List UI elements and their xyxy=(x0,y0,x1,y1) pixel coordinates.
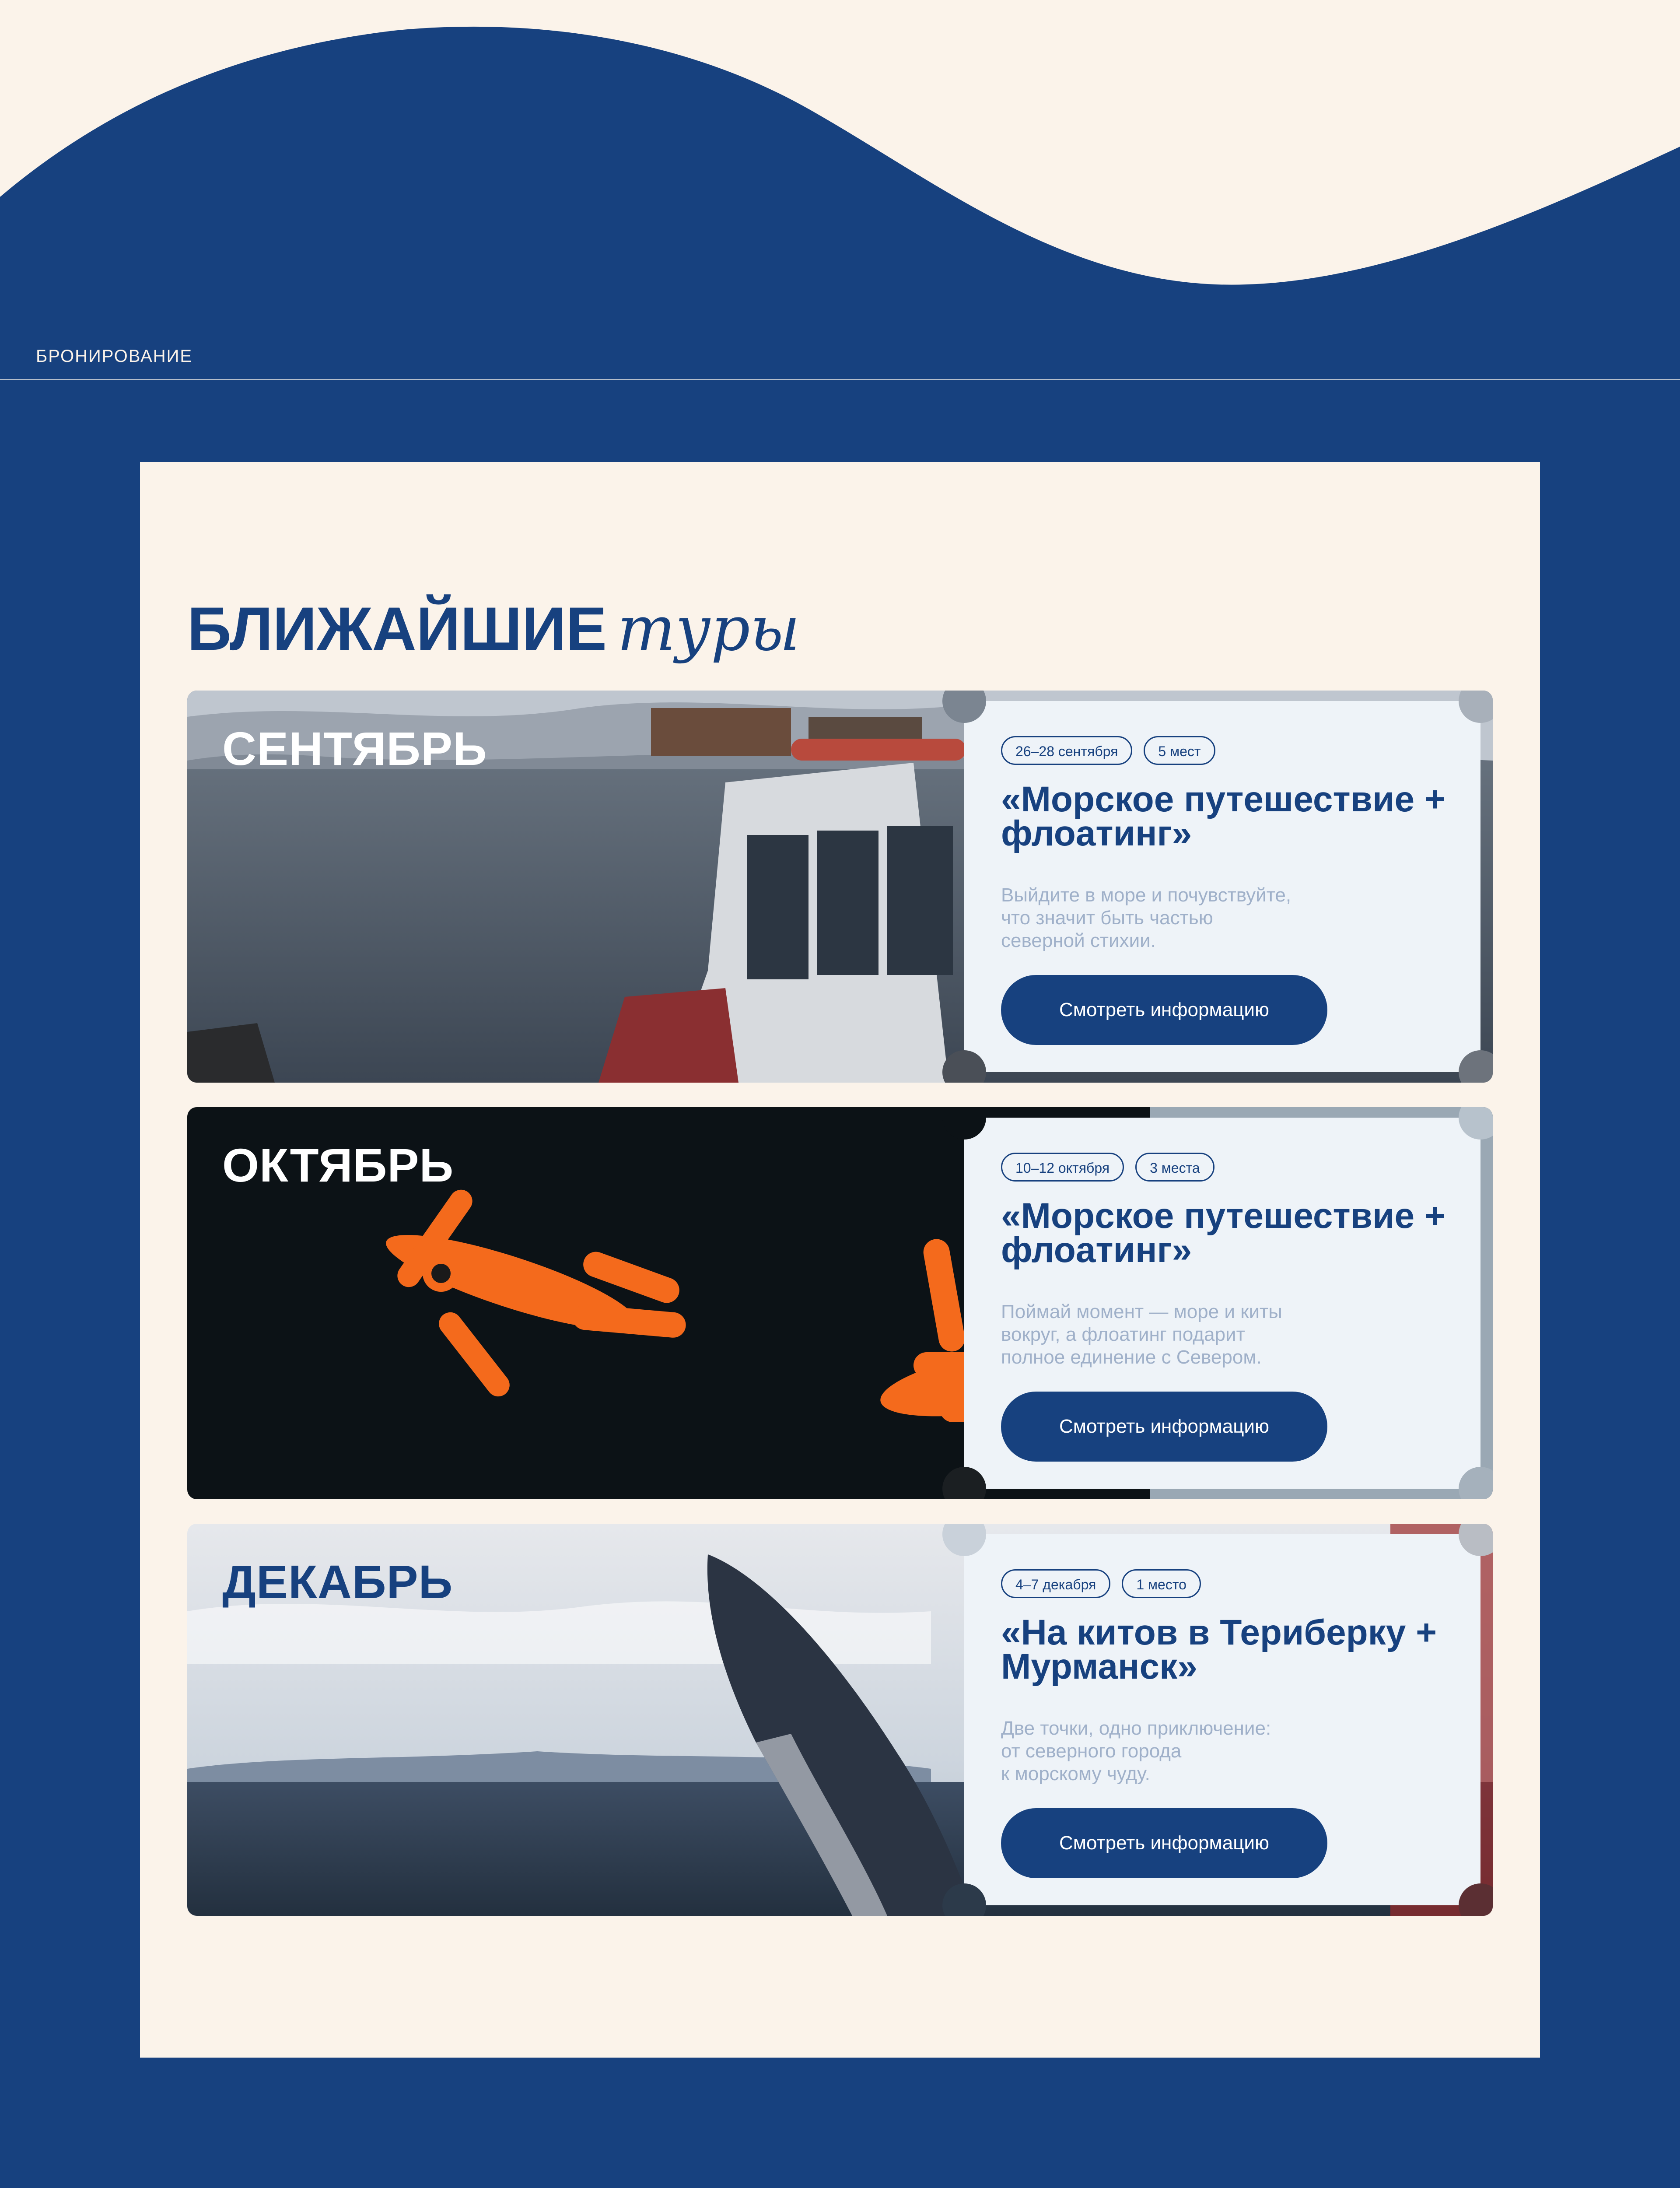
tour-card-september xyxy=(187,691,1493,1083)
tour-title: «Морское путешествие + флоатинг» xyxy=(1001,779,1446,853)
tour-card-october xyxy=(187,1107,1493,1499)
tour-description: Выйдите в море и почувствуйте, что значит быть частью северной стихии. xyxy=(1001,884,1292,951)
tour-title: «Морское путешествие + флоатинг» xyxy=(1001,1196,1446,1270)
ticket-notch xyxy=(1459,1050,1493,1083)
page-title xyxy=(187,593,800,665)
page-title-italic: туры xyxy=(617,593,800,665)
tour-description: Поймай момент — море и киты вокруг, а флоатинг подарит полное единение с Севером. xyxy=(1001,1301,1282,1368)
tour-ticket xyxy=(964,1534,1480,1905)
tour-ticket xyxy=(964,1118,1480,1489)
view-info-button[interactable]: Смотреть информацию xyxy=(1001,1392,1327,1462)
tour-dates-badge: 26–28 сентября xyxy=(1001,736,1132,765)
ticket-notch xyxy=(1459,1467,1493,1499)
tour-month: ДЕКАБРЬ xyxy=(222,1555,453,1608)
header-wave xyxy=(0,0,1680,306)
ticket-notch xyxy=(1459,1524,1493,1556)
tour-month: СЕНТЯБРЬ xyxy=(222,722,487,775)
tour-spots-badge: 5 мест xyxy=(1144,736,1215,765)
tour-tags xyxy=(1001,736,1215,765)
tour-tags xyxy=(1001,1153,1214,1182)
tour-dates-badge: 4–7 декабря xyxy=(1001,1569,1110,1598)
section-label: БРОНИРОВАНИЕ xyxy=(36,347,193,366)
tour-description: Две точки, одно приключение: от северного города к морскому чуду. xyxy=(1001,1718,1271,1785)
page-title-bold: БЛИЖАЙШИЕ xyxy=(187,594,607,663)
tour-title: «На китов в Териберку + Мурманск» xyxy=(1001,1613,1437,1687)
view-info-button[interactable]: Смотреть информацию xyxy=(1001,975,1327,1045)
tour-card-december xyxy=(187,1524,1493,1916)
tour-dates-badge: 10–12 октября xyxy=(1001,1153,1124,1182)
tours-panel xyxy=(140,462,1540,2058)
ticket-notch xyxy=(1459,1883,1493,1916)
ticket-notch xyxy=(1459,1107,1493,1140)
tour-spots-badge: 1 место xyxy=(1122,1569,1201,1598)
tour-spots-badge: 3 места xyxy=(1135,1153,1214,1182)
view-info-button[interactable]: Смотреть информацию xyxy=(1001,1808,1327,1878)
tour-month: ОКТЯБРЬ xyxy=(222,1139,454,1192)
tour-ticket xyxy=(964,701,1480,1072)
section-divider xyxy=(0,379,1680,380)
tour-tags xyxy=(1001,1569,1201,1598)
ticket-notch xyxy=(1459,691,1493,723)
